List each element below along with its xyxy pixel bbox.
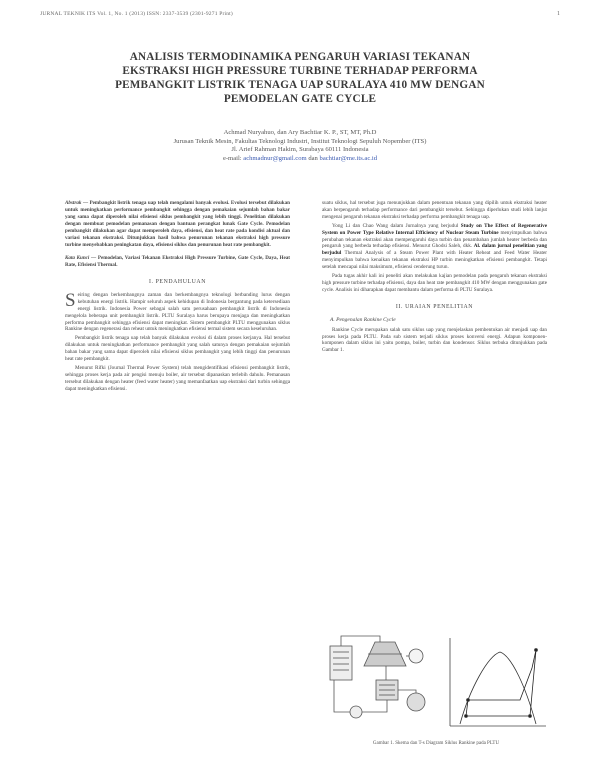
right-column <box>322 200 547 356</box>
running-header: JURNAL TEKNIK ITS Vol. 1, No. 1 (2013) ISSN: 2337-3539 (2301-9271 Print) <box>40 11 233 17</box>
paragraph-text: menyimpulkan bahwa perubahan tekanan ekstraksi akan mempengaruhi daya turbin dan penambahan jumlah heater berbeda dan pengaruh yang berbeda terhadap efisiensi. Menurut Ghodsi Saleh, dkk. <box>322 229 547 250</box>
keywords <box>65 255 290 269</box>
email-prefix: e-mail: <box>222 154 242 162</box>
section-heading-introduction: I. PENDAHULUAN <box>148 279 207 285</box>
paper-title <box>60 50 540 106</box>
abstract-label: Abstrak <box>65 200 82 206</box>
author-affiliation: Jurusan Teknik Mesin, Fakultas Teknologi Industri, Institut Teknologi Sepuluh Nopember (ITS) <box>173 137 427 145</box>
abstract <box>65 200 290 249</box>
drop-cap: S <box>65 289 76 311</box>
section-heading-method: II. URAIAN PENELITIAN <box>395 303 474 310</box>
body-paragraph: suatu siklus, hal tersebut juga menunjukkan dalam penentuan tekanan yang dipilih untuk ekstraksi heater akan berpengaruh terhadap performance dari pembangkit tersebut. Sehingga diperlukan studi lebih lanjut mengenai pengaruh tekanan ekstraksi terhadap performa pembangkit tenaga uap. <box>322 200 547 220</box>
figure-caption: Gambar 1. Skema dan T-s Diagram Siklus Rankine pada PLTU <box>372 741 500 746</box>
body-paragraph: Rankine Cycle merupakan salah satu siklus uap yang menjelaskan pembentukan air menjadi uap dan proses kerja pada PLTU. Pada sub sistem terjadi siklus proses konversi energi. Adapun komponen-komponen dalam siklus ini yaitu pompa, boiler, turbin dan kondensor. Siklus terbuka ditunjukkan pada Gambar 1. <box>322 326 547 354</box>
generator-shape <box>409 649 423 663</box>
title-line: EKSTRAKSI HIGH PRESSURE TURBINE TERHADAP PERFORMA <box>122 65 478 77</box>
intro-paragraph-text: eiring dengan berkembangnya zaman dan berkembangnya teknologi berbanding lurus dengan kebutuhan energi listrik. Hampir seluruh aspek kehidupan di Indonesia bergantung pada ketersediaan energi listrik. Indonesia Power sebagai salah satu perusahaan pembangkit listrik di Indonesia mengelola beberapa unit pembangkit listrik. PLTU Suralaya harus berupaya menjaga dan meningkatkan performa pembangkit sehingga efisiensi dapat meningkat. Sistem pembangkit PLTU menggunakan siklus Rankine dengan regenerasi dan reheat untuk meningkatkan efisiensi termal sistem secara keseluruhan. <box>65 291 290 333</box>
title-line: PEMBANGKIT LISTRIK TENAGA UAP SURALAYA 410 MW DENGAN <box>115 79 485 91</box>
cited-phrase: Al. dalam jurnal penelitian yang berjudul <box>322 243 548 257</box>
email-link-2[interactable]: bachtiar@me.its.ac.id <box>319 154 378 162</box>
cited-title: Study on The Effect of Regenerative System on Power Type Relative Internal Efficiency of Nuclear Steam Turbine <box>322 222 547 236</box>
body-paragraph: Pada tugas akhir kali ini peneliti akan melakukan kajian pemodelan pada pengaruh tekanan ekstraksi high pressure turbine terhadap efisiensi, daya dan heat rate pembangkit 410 MW dengan menggunakan gate cycle. Analisis ini diharapkan dapat membantu dalam performa di PLTU Suralaya. <box>322 273 547 293</box>
body-paragraph: Menurut Rifki (Journal Thermal Power System) telah mengidentifikasi efisiensi pembangkit listrik, sehingga proses kerja pada air pengisi menuju boiler, air tersebut dipanaskan terlebih dahulu. Pemanasan tersebut dilakukan dengan heater (feed water heater) yang memanfaatkan uap ekstraksi dari turbin sehingga dapat meningkatkan efisiensi. <box>65 364 290 392</box>
pump-shape <box>350 706 362 718</box>
title-line: PEMODELAN GATE CYCLE <box>223 93 377 105</box>
tank-shape <box>407 693 425 711</box>
rankine-schematic <box>330 636 425 718</box>
keywords-label: Kata Kunci <box>65 255 90 261</box>
rankine-cycle-figure <box>320 628 552 736</box>
page-number: 1 <box>557 11 560 17</box>
author-address: Jl. Arief Rahman Hakim, Surabaya 60111 Indonesia <box>231 146 369 154</box>
paragraph-lead: Yong Li dan Chao Wang dalam Jurnalnya yang berjudul <box>332 222 459 229</box>
boiler-shape <box>330 646 352 680</box>
body-paragraph-references <box>322 223 547 271</box>
keywords-text: — Pemodelan, Variasi Tekanan Ekstraksi High Pressure Turbine, Gate Cycle, Daya, Heat Rate, Efisiensi Thermal. <box>65 255 291 268</box>
paragraph-text: Thermal Analysis of a Steam Power Plant with Heater Reheat and Feed Water Heater menyimpulkan bahwa kenaikan tekanan ekstraksi HP turbin meningkatkan efisiensi pembangkit. Tetapi setelah mencapai nilai maksimum, efisiensi cenderung turun. <box>322 250 548 271</box>
email-separator: dan <box>308 154 318 162</box>
title-line: ANALISIS TERMODINAMIKA PENGARUH VARIASI TEKANAN <box>129 51 471 63</box>
author-names: Achmad Nuryahuo, dan Ary Bachtiar K. P., ST, MT, Ph.D <box>223 129 377 136</box>
cycle-path <box>466 650 536 716</box>
body-paragraph: Pembangkit listrik tenaga uap telah banyak dilakukan evolusi di dalam proses kerjanya. Hal tersebut dilakukan untuk meningkatkan performance pembangkit yang salah satunya dengan pemakaian sejumlah bahan bakar yang sama dapat diperoleh nilai efisiensi siklus pembangkit yang lebih tinggi dan penurunan heat rate pembangkit. <box>65 335 290 363</box>
subsection-heading: A. Pengenalan Rankine Cycle <box>330 316 396 323</box>
author-block <box>90 129 510 163</box>
email-link-1[interactable]: achmadnur@gmail.com <box>243 154 307 162</box>
left-column <box>65 200 290 395</box>
abstract-text: — Pembangkit listrik tenaga uap telah mengalami banyak evolusi. Evolusi tersebut dilakukan untuk meningkatkan performance pembangkit sehingga dengan pemakaian sejumlah bahan bakar yang sama dapat diperoleh nilai efisiensi siklus pembangkit yang lebih tinggi. Penelitian dilakukan dengan membuat pemodelan pemanasan dengan bantuan perangkat lunak Gate Cycle. Pemodelan pembangkit dilakukan agar dapat memperoleh daya, efisiensi, dan heat rate pada kondisi aktual dan variasi tekanan ekstraksi. Ditunjukkan hasil bahwa penurunan tekanan ekstraksi high pressure turbine menyebabkan peningkatan daya, efisiensi siklus dan penurunan heat rate pembangkit. <box>65 200 290 248</box>
author-email-line <box>90 155 510 164</box>
ts-diagram <box>450 638 546 726</box>
intro-paragraph <box>65 289 290 333</box>
